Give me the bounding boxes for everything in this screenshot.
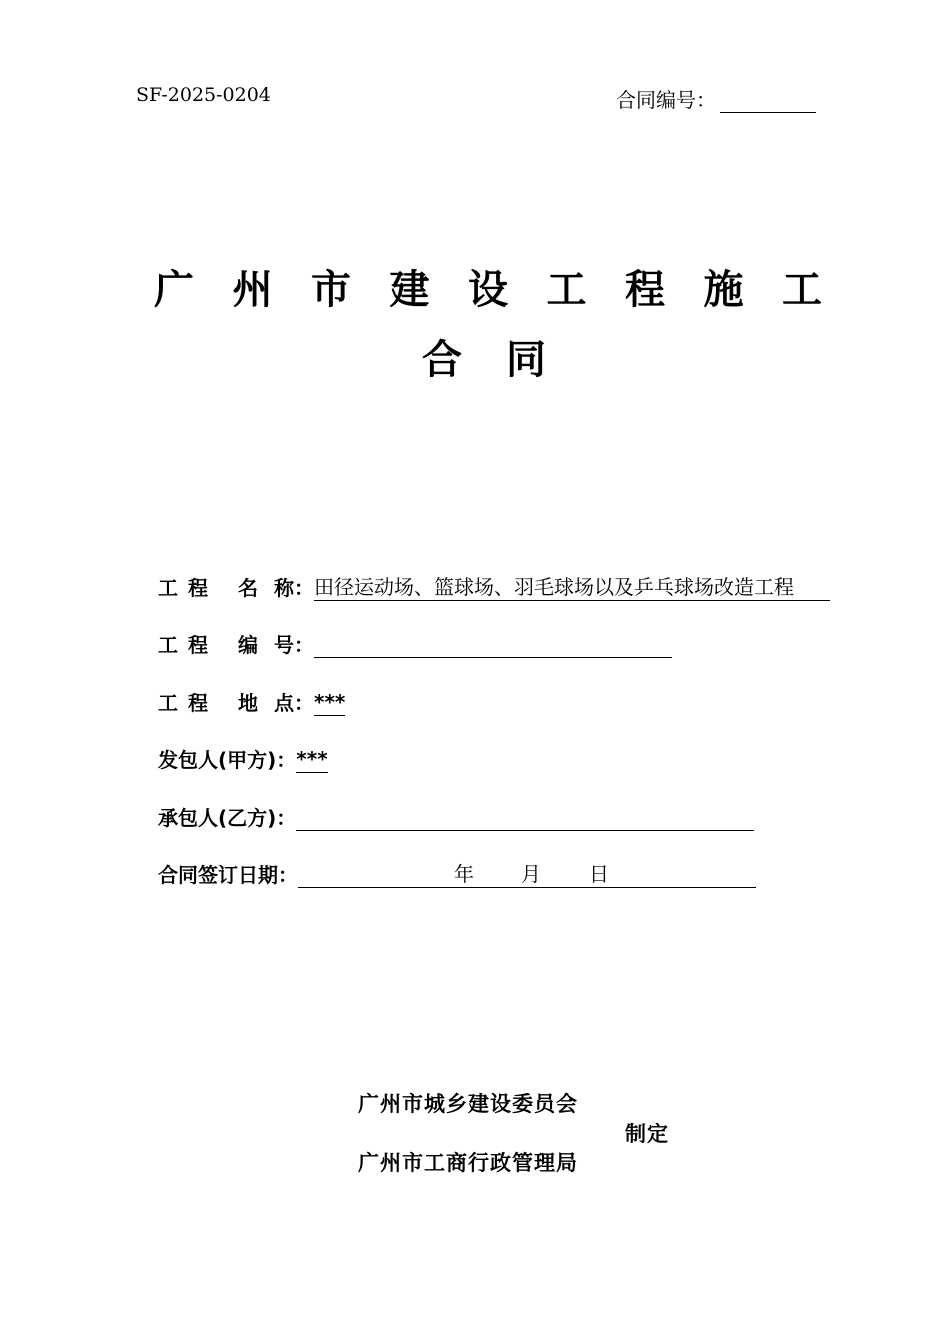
project-number-value: [314, 631, 672, 658]
sign-date-row: [158, 858, 756, 888]
issued-by-label: 制定: [625, 1122, 669, 1146]
sign-date-label: [158, 859, 298, 888]
label-char: 程: [188, 691, 208, 715]
project-location-label: [158, 687, 314, 716]
title-char: 建: [389, 267, 430, 313]
label-char: 程: [188, 576, 208, 600]
contract-number-field: [616, 84, 816, 113]
project-location-value: ***: [314, 690, 346, 714]
label-char: 工: [158, 576, 178, 600]
employer-label-text: 发包人(甲方): [158, 748, 277, 772]
contractor-label-text: 承包人(乙方): [158, 806, 277, 830]
title-char: 同: [506, 337, 546, 383]
contract-title-line1: [154, 258, 822, 315]
contract-number-blank: [720, 88, 816, 113]
label-colon: ：: [276, 748, 297, 772]
label-colon: ：: [294, 576, 314, 600]
label-char: 工: [158, 633, 178, 657]
label-char: 称: [274, 576, 294, 600]
employer-row: [158, 743, 328, 773]
title-char: 程: [625, 267, 665, 313]
project-name-value: 田径运动场、篮球场、羽毛球场以及乒乓球场改造工程: [314, 574, 830, 601]
label-char: 点: [274, 691, 294, 715]
project-location-row: [158, 686, 345, 716]
contract-number-label: 合同编号：: [616, 88, 716, 112]
contract-title-line2: [422, 328, 546, 385]
title-char: 广: [154, 267, 194, 313]
project-name-row: [158, 571, 830, 601]
title-char: 设: [468, 267, 508, 313]
employer-label: [158, 744, 296, 773]
contractor-value: [296, 804, 754, 831]
sign-date-label-text: 合同签订日期: [158, 863, 278, 887]
label-colon: ：: [276, 806, 297, 830]
label-char: 地: [238, 691, 258, 715]
sign-date-value: [298, 861, 756, 888]
title-char: 工: [546, 267, 587, 313]
issuer-commerce-bureau: 广州市工商行政管理局: [358, 1151, 578, 1175]
project-number-row: [158, 628, 672, 658]
label-char: 编: [238, 633, 258, 657]
title-char: 州: [232, 267, 273, 313]
issuer-construction-committee: 广州市城乡建设委员会: [358, 1092, 578, 1116]
label-char: 号: [274, 633, 294, 657]
label-colon: ：: [294, 633, 314, 657]
contractor-row: [158, 801, 754, 831]
title-char: 市: [311, 267, 351, 313]
month-label: 月: [521, 862, 541, 886]
document-code: SF-2025-0204: [136, 84, 271, 106]
day-label: 日: [589, 862, 609, 886]
label-char: 名: [238, 576, 258, 600]
title-char: 合: [422, 337, 462, 383]
year-label: 年: [454, 862, 474, 886]
label-colon: ：: [294, 691, 314, 715]
label-char: 程: [188, 633, 208, 657]
project-number-label: [158, 629, 314, 658]
employer-value: ***: [296, 747, 328, 771]
label-colon: ：: [278, 863, 298, 887]
title-char: 施: [703, 267, 744, 313]
contractor-label: [158, 802, 296, 831]
project-name-label: [158, 572, 314, 601]
label-char: 工: [158, 691, 178, 715]
title-char: 工: [782, 267, 822, 313]
